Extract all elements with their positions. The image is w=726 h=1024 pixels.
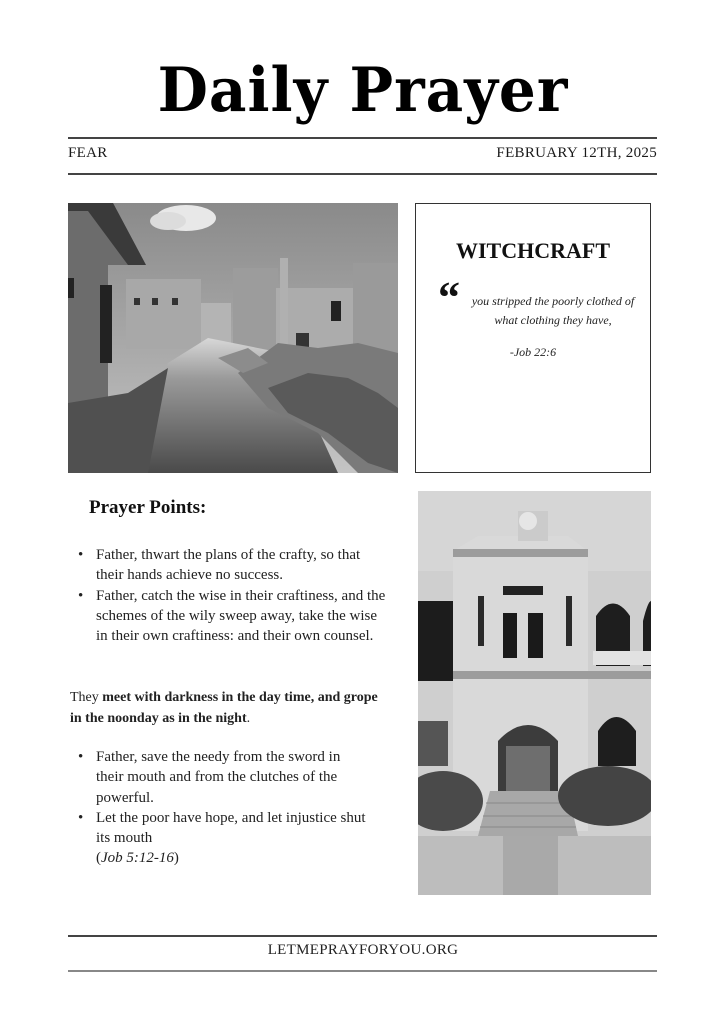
citation-ref: Job 5:12-16 xyxy=(101,850,174,867)
scripture-paragraph xyxy=(70,687,380,729)
page-title: Daily Prayer xyxy=(157,54,569,126)
footer-bottom-rule xyxy=(68,970,657,972)
prayer-points-heading: Prayer Points: xyxy=(89,497,207,518)
header-top-rule xyxy=(68,137,657,139)
paragraph-bold: meet with darkness in the day time, and grope in the noonday as in the night xyxy=(70,690,378,726)
quote-title: WITCHCRAFT xyxy=(455,238,610,263)
quote-reference: -Job 22:6 xyxy=(509,345,557,359)
date-label: FEBRUARY 12TH, 2025 xyxy=(496,145,657,161)
header-bottom-rule xyxy=(68,173,657,175)
ruined-street-photo xyxy=(68,203,398,473)
ornate-building-image xyxy=(418,491,651,895)
list-item xyxy=(68,808,368,869)
quote-card xyxy=(415,203,651,473)
footer-site-link[interactable]: LETMEPRAYFORYOU.ORG xyxy=(267,942,459,958)
ornate-building-photo xyxy=(418,491,651,895)
paragraph-lead: They xyxy=(70,690,103,705)
list-item: • Father, catch the wise in their craftiness, and the schemes of the wily sweep away, take the wise in their own craftiness: and their own counsel. xyxy=(68,586,386,647)
footer-top-rule xyxy=(68,935,657,937)
prayer-list-1 xyxy=(68,545,386,646)
paragraph-tail: . xyxy=(246,711,251,726)
citation-close: ) xyxy=(173,850,179,867)
quote-text: you stripped the poorly clothed of what clothing they have, xyxy=(471,294,635,327)
prayer-list-2 xyxy=(68,747,368,869)
category-label: FEAR xyxy=(68,145,108,161)
list-item: • Father, thwart the plans of the crafty, so that their hands achieve no success. xyxy=(68,545,386,586)
citation-open: ( xyxy=(96,850,101,867)
quote-mark-icon: “ xyxy=(438,273,460,322)
list-item: • Father, save the needy from the sword in their mouth and from the clutches of the powerful. xyxy=(68,747,368,808)
ruined-street-image xyxy=(68,203,398,473)
list-item-text: Let the poor have hope, and let injustice shut its mouth xyxy=(96,809,366,847)
